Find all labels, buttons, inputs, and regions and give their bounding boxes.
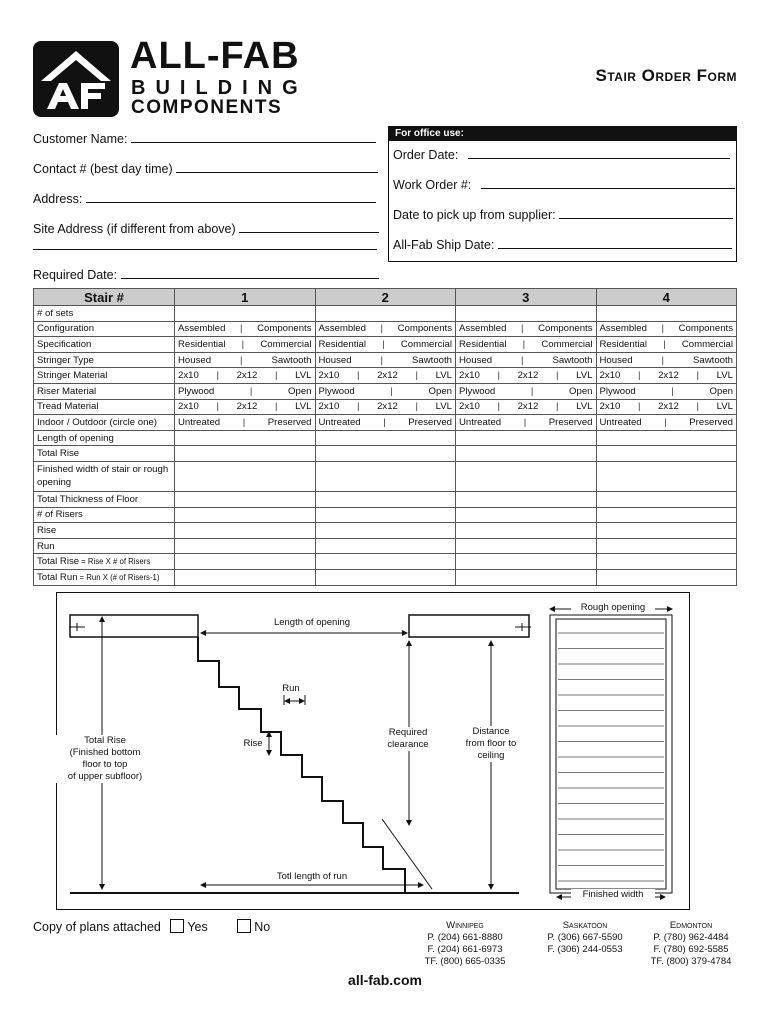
row-label: Total Rise (34, 446, 175, 462)
option[interactable]: 2x12 (658, 401, 679, 413)
table-cell[interactable] (315, 523, 456, 539)
required-date-field[interactable] (33, 266, 379, 283)
ship-date-label: All-Fab Ship Date: (393, 238, 495, 252)
option[interactable]: LVL (295, 401, 312, 413)
table-row (34, 491, 737, 507)
required-date-label: Required Date: (33, 268, 118, 282)
total-rise-label: Total Rise (Finished bottom floor to top of upper subfloor) (55, 735, 155, 783)
order-date-field[interactable] (393, 146, 730, 163)
table-cell[interactable] (456, 306, 597, 322)
table-cell[interactable] (456, 507, 597, 523)
yes-label: Yes (187, 920, 208, 934)
option[interactable]: Housed (318, 354, 352, 366)
finished-width-label: Finished width (571, 889, 655, 901)
option[interactable]: LVL (295, 370, 312, 382)
table-row (34, 415, 737, 431)
option[interactable]: Preserved (408, 416, 452, 428)
table-cell[interactable] (596, 461, 737, 491)
table-cell[interactable]: Untreated | Preserved (315, 415, 456, 431)
table-cell[interactable] (596, 306, 737, 322)
contact-field[interactable] (33, 160, 378, 177)
table-cell[interactable]: Assembled | Components (315, 321, 456, 337)
table-cell[interactable]: Untreated | Preserved (596, 415, 737, 431)
table-cell[interactable]: Residential | Commercial (315, 337, 456, 353)
table-cell[interactable] (175, 306, 316, 322)
table-row (34, 461, 737, 491)
table-cell[interactable]: 2x10 | 2x12 | LVL (596, 368, 737, 384)
table-cell[interactable]: Untreated | Preserved (456, 415, 597, 431)
plans-attached-label: Copy of plans attached (33, 920, 161, 934)
table-cell[interactable] (456, 430, 597, 446)
table-row (34, 337, 737, 353)
required-clearance-label: Required clearance (373, 727, 443, 751)
office-saskatoon: Saskatoon P. (306) 667-5590 F. (306) 244-0553 (547, 920, 623, 955)
table-cell[interactable]: Housed | Sawtooth (456, 352, 597, 368)
option[interactable]: Residential (459, 338, 507, 350)
table-cell[interactable] (456, 461, 597, 491)
ship-date-field[interactable] (393, 236, 732, 253)
table-row (34, 368, 737, 384)
stair-column-4: 4 (596, 289, 737, 306)
option[interactable]: Commercial (681, 338, 733, 350)
option[interactable]: Assembled (178, 323, 226, 335)
contact-label: Contact # (best day time) (33, 162, 173, 176)
table-cell[interactable]: 2x10 | 2x12 | LVL (456, 368, 597, 384)
table-cell[interactable] (175, 491, 316, 507)
row-formula: = Run X (# of Risers-1) (79, 572, 160, 582)
table-cell[interactable] (596, 554, 737, 570)
stair-column-1: 1 (175, 289, 316, 306)
option[interactable]: Preserved (548, 416, 593, 428)
table-cell[interactable] (596, 446, 737, 462)
table-cell[interactable] (175, 461, 316, 491)
option[interactable]: LVL (435, 370, 452, 382)
option[interactable]: Sawtooth (692, 354, 733, 366)
form-title: Stair Order Form (595, 66, 737, 85)
option[interactable]: Open (709, 385, 733, 397)
site-address-field[interactable] (33, 220, 379, 237)
no-checkbox[interactable] (237, 919, 251, 933)
option[interactable]: Open (288, 385, 312, 397)
pickup-date-label: Date to pick up from supplier: (393, 208, 556, 222)
row-label: Riser Material (34, 383, 175, 399)
table-row (34, 383, 737, 399)
yes-checkbox[interactable] (170, 919, 184, 933)
option[interactable]: Assembled (599, 323, 647, 335)
option[interactable]: Residential (318, 338, 366, 350)
logo-brand: ALL-FAB (130, 35, 300, 77)
option[interactable]: 2x10 (178, 370, 199, 382)
stair-diagram (56, 592, 690, 910)
option[interactable]: Assembled (459, 323, 507, 335)
table-cell[interactable]: 2x10 | 2x12 | LVL (175, 399, 316, 415)
table-cell[interactable]: 2x10 | 2x12 | LVL (456, 399, 597, 415)
option[interactable]: Plywood (318, 385, 355, 397)
site-address-line2[interactable] (33, 249, 377, 250)
option[interactable]: Components (397, 323, 452, 335)
address-label: Address: (33, 192, 83, 206)
table-cell[interactable]: Plywood | Open (175, 383, 316, 399)
row-label: Run (34, 538, 175, 554)
table-cell[interactable] (456, 554, 597, 570)
table-header-row (34, 289, 737, 306)
table-cell[interactable] (315, 507, 456, 523)
rough-opening-label: Rough opening (571, 602, 655, 614)
table-row (34, 507, 737, 523)
row-formula: = Rise X # of Risers (81, 557, 151, 567)
table-cell[interactable] (456, 569, 597, 585)
no-label: No (254, 920, 271, 934)
option[interactable]: Sawtooth (271, 354, 312, 366)
option[interactable]: 2x10 (318, 401, 340, 413)
length-of-opening-label: Length of opening (247, 617, 377, 629)
table-cell[interactable]: Untreated | Preserved (175, 415, 316, 431)
row-label: Length of opening (34, 430, 175, 446)
table-cell[interactable] (596, 507, 737, 523)
option[interactable]: 2x12 (517, 370, 539, 382)
table-row (34, 306, 737, 322)
row-label: Total Rise = Rise X # of Risers (34, 554, 175, 570)
option[interactable]: Preserved (689, 416, 733, 428)
row-label: # of sets (34, 306, 175, 322)
option[interactable]: Plywood (178, 385, 215, 397)
table-cell[interactable]: Assembled | Components (175, 321, 316, 337)
option[interactable]: 2x10 (318, 370, 340, 382)
option[interactable]: Components (538, 323, 593, 335)
table-cell[interactable] (315, 446, 456, 462)
office-use-header: For office use: (389, 127, 736, 141)
option[interactable]: Housed (178, 354, 212, 366)
row-label: Indoor / Outdoor (circle one) (34, 415, 175, 431)
table-cell[interactable] (175, 538, 316, 554)
row-label: Total Run = Run X (# of Risers-1) (34, 569, 175, 585)
table-cell[interactable] (596, 430, 737, 446)
table-row (34, 399, 737, 415)
option[interactable]: Components (678, 323, 733, 335)
order-date-label: Order Date: (393, 148, 459, 162)
row-label: Tread Material (34, 399, 175, 415)
office-winnipeg: Winnipeg P. (204) 661-8880 F. (204) 661-6973 TF. (800) 665-0335 (424, 920, 506, 967)
option[interactable]: LVL (716, 401, 733, 413)
option[interactable]: Sawtooth (552, 354, 593, 366)
row-label: Specification (34, 337, 175, 353)
table-cell[interactable] (596, 491, 737, 507)
row-label: Finished width of stair or rough opening (34, 461, 175, 491)
table-row (34, 538, 737, 554)
pickup-date-field[interactable] (393, 206, 733, 223)
option[interactable]: LVL (716, 370, 733, 382)
logo-line1: BUILDING (131, 77, 308, 99)
table-cell[interactable] (175, 523, 316, 539)
option[interactable]: Commercial (541, 338, 593, 350)
option[interactable]: Residential (178, 338, 226, 350)
table-cell[interactable]: Plywood | Open (596, 383, 737, 399)
table-cell[interactable]: 2x10 | 2x12 | LVL (175, 368, 316, 384)
row-label: # of Risers (34, 507, 175, 523)
total-length-run-label: Totl length of run (257, 871, 367, 883)
website-link[interactable]: all-fab.com (348, 972, 422, 988)
table-cell[interactable] (315, 461, 456, 491)
table-cell[interactable] (175, 446, 316, 462)
option[interactable]: 2x12 (658, 370, 679, 382)
option[interactable]: Untreated (459, 416, 502, 428)
table-cell[interactable] (456, 446, 597, 462)
table-cell[interactable] (315, 306, 456, 322)
run-label: Run (279, 683, 303, 695)
option[interactable]: 2x10 (459, 401, 480, 413)
option[interactable]: 2x12 (236, 401, 258, 413)
table-cell[interactable]: Housed | Sawtooth (315, 352, 456, 368)
option[interactable]: LVL (576, 370, 593, 382)
table-cell[interactable] (175, 430, 316, 446)
option[interactable]: Commercial (260, 338, 312, 350)
option[interactable]: 2x12 (377, 401, 398, 413)
customer-name-field[interactable] (33, 130, 376, 147)
table-row (34, 569, 737, 585)
option[interactable]: Untreated (318, 416, 361, 428)
table-cell[interactable] (175, 507, 316, 523)
option[interactable]: Open (569, 385, 593, 397)
table-row (34, 446, 737, 462)
table-row (34, 321, 737, 337)
row-label: Total Thickness of Floor (34, 491, 175, 507)
customer-name-label: Customer Name: (33, 132, 128, 146)
table-cell[interactable] (596, 538, 737, 554)
option[interactable]: 2x12 (517, 401, 539, 413)
option[interactable]: Open (428, 385, 452, 397)
option[interactable]: LVL (435, 401, 452, 413)
table-cell[interactable] (315, 538, 456, 554)
site-address-label: Site Address (if different from above) (33, 222, 236, 236)
table-cell[interactable] (315, 554, 456, 570)
table-cell[interactable]: Residential | Commercial (596, 337, 737, 353)
table-cell[interactable]: Plywood | Open (456, 383, 597, 399)
table-row (34, 554, 737, 570)
table-cell[interactable] (175, 569, 316, 585)
table-cell[interactable] (456, 523, 597, 539)
plans-attached-row (33, 919, 270, 935)
option[interactable]: Sawtooth (411, 354, 452, 366)
option[interactable]: Preserved (267, 416, 312, 428)
table-cell[interactable]: Plywood | Open (315, 383, 456, 399)
work-order-label: Work Order #: (393, 178, 472, 192)
table-cell[interactable] (596, 523, 737, 539)
rise-label: Rise (243, 738, 263, 749)
option[interactable]: 2x10 (459, 370, 480, 382)
table-cell[interactable] (175, 554, 316, 570)
table-cell[interactable]: Residential | Commercial (175, 337, 316, 353)
stair-column-3: 3 (456, 289, 597, 306)
table-cell[interactable]: Housed | Sawtooth (175, 352, 316, 368)
table-cell[interactable]: Assembled | Components (456, 321, 597, 337)
work-order-field[interactable] (393, 176, 735, 193)
table-cell[interactable]: Housed | Sawtooth (596, 352, 737, 368)
office-edmonton: Edmonton P. (780) 962-4484 F. (780) 692-5585 TF. (800) 379-4784 (650, 920, 732, 967)
table-cell[interactable]: 2x10 | 2x12 | LVL (315, 368, 456, 384)
option[interactable]: LVL (576, 401, 593, 413)
option[interactable]: Plywood (459, 385, 496, 397)
row-label: Stringer Material (34, 368, 175, 384)
table-cell[interactable]: Residential | Commercial (456, 337, 597, 353)
table-cell[interactable] (456, 491, 597, 507)
option[interactable]: Plywood (599, 385, 636, 397)
option[interactable]: 2x12 (377, 370, 398, 382)
table-row (34, 523, 737, 539)
office-use-box (388, 126, 737, 262)
option[interactable]: Untreated (178, 416, 221, 428)
option[interactable]: 2x10 (599, 401, 621, 413)
option[interactable]: 2x10 (599, 370, 621, 382)
logo-line2: COMPONENTS (131, 97, 283, 118)
table-cell[interactable] (456, 538, 597, 554)
distance-floor-ceiling-label: Distance from floor to ceiling (455, 726, 527, 762)
table-row (34, 352, 737, 368)
logo-mark (33, 41, 119, 117)
option[interactable]: Housed (459, 354, 493, 366)
table-cell[interactable]: Assembled | Components (596, 321, 737, 337)
table-row (34, 430, 737, 446)
table-cell[interactable]: 2x10 | 2x12 | LVL (596, 399, 737, 415)
table-cell[interactable]: 2x10 | 2x12 | LVL (315, 399, 456, 415)
table-cell[interactable] (315, 491, 456, 507)
row-label: Configuration (34, 321, 175, 337)
option[interactable]: Assembled (318, 323, 366, 335)
address-field[interactable] (33, 190, 376, 207)
option[interactable]: 2x12 (236, 370, 258, 382)
table-cell[interactable] (596, 569, 737, 585)
table-cell[interactable] (315, 430, 456, 446)
row-label: Stringer Type (34, 352, 175, 368)
option[interactable]: Untreated (599, 416, 642, 428)
row-label: Rise (34, 523, 175, 539)
logo-af-icon (33, 41, 119, 117)
option[interactable]: Residential (599, 338, 647, 350)
table-cell[interactable] (315, 569, 456, 585)
stair-number-header: Stair # (34, 289, 175, 306)
stair-spec-table (33, 288, 737, 586)
stair-column-2: 2 (315, 289, 456, 306)
option[interactable]: Housed (599, 354, 633, 366)
option[interactable]: 2x10 (178, 401, 199, 413)
option[interactable]: Components (257, 323, 312, 335)
option[interactable]: Commercial (400, 338, 452, 350)
